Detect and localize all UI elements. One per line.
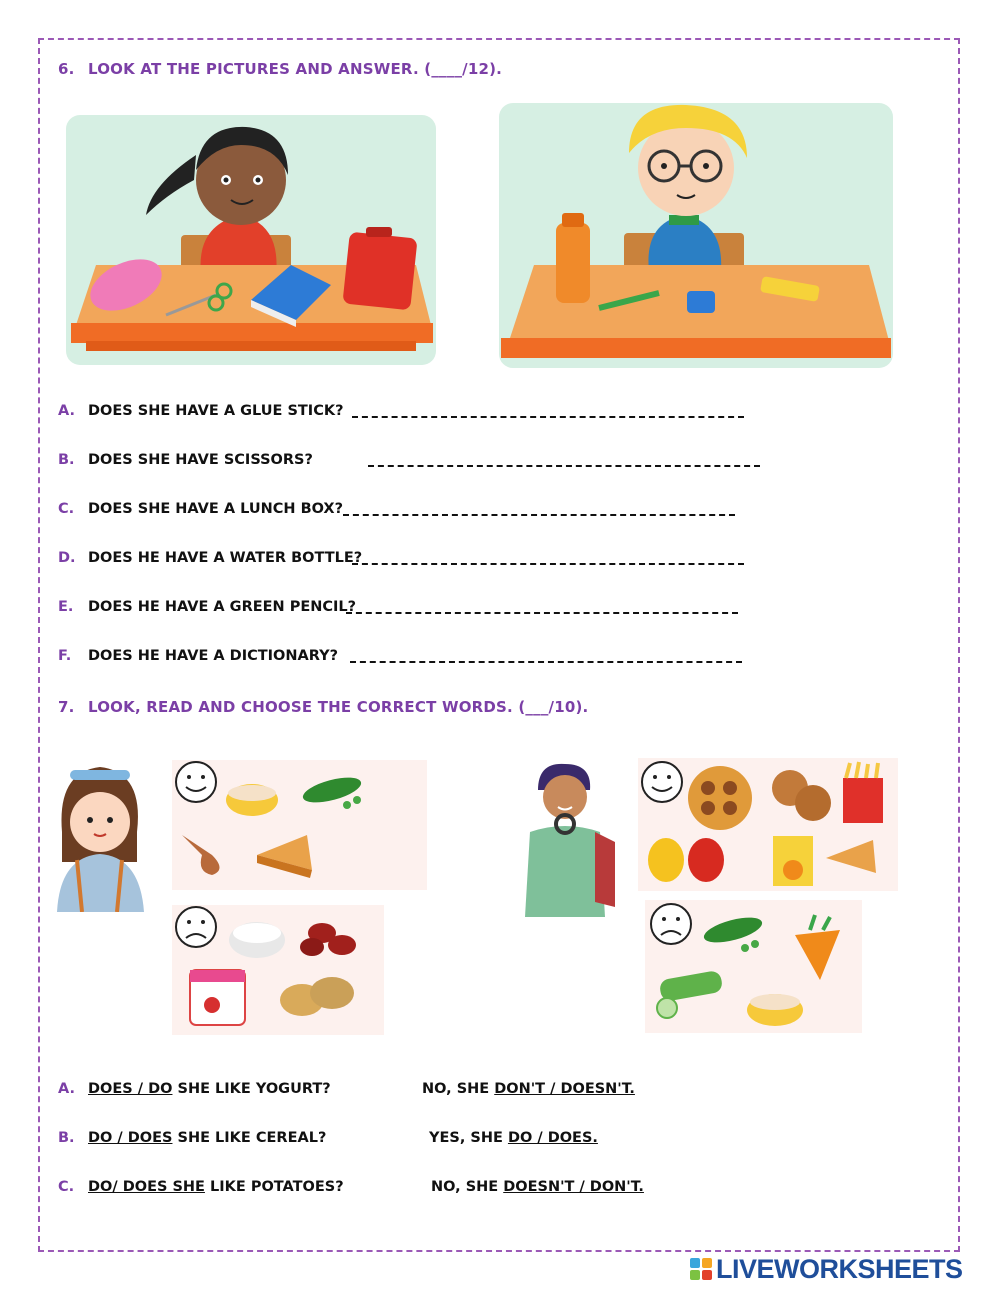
answer-blank-a[interactable] <box>352 416 744 418</box>
sad-face-icon <box>176 907 216 947</box>
question-text: DOES SHE HAVE A LUNCH BOX? <box>88 501 344 517</box>
sad-face-icon <box>651 904 691 944</box>
answer-blank-d[interactable] <box>352 563 744 565</box>
answer-blank-e[interactable] <box>346 612 738 614</box>
answer-blank-c[interactable] <box>343 514 735 516</box>
ex6-question-d <box>58 550 362 566</box>
question-text: DOES HE HAVE A GREEN PENCIL? <box>88 599 357 615</box>
logo-mark-icon <box>690 1258 712 1280</box>
answer-blank-b[interactable] <box>368 465 760 467</box>
answer-choice[interactable]: DOESN'T / DON'T. <box>503 1179 644 1195</box>
answer-choice[interactable]: DO / DOES. <box>507 1130 598 1146</box>
verb-choice[interactable]: DO / DOES <box>88 1130 173 1146</box>
question-text: SHE LIKE YOGURT? <box>172 1081 331 1097</box>
question-letter: C. <box>58 501 75 517</box>
smiley-face-icon <box>176 762 216 802</box>
question-text: DOES HE HAVE A DICTIONARY? <box>88 648 338 664</box>
question-letter: A. <box>58 1081 75 1097</box>
smiley-face-icon <box>642 762 682 802</box>
boy-likes-panel <box>638 758 898 891</box>
answer-blank-f[interactable] <box>350 661 742 663</box>
ex7-answer-a <box>422 1081 635 1097</box>
verb-choice[interactable]: DO/ DOES SHE <box>88 1179 205 1195</box>
question-text: DOES SHE HAVE A GLUE STICK? <box>88 403 344 419</box>
answer-choice[interactable]: DON'T / DOESN'T. <box>494 1081 635 1097</box>
logo-text: LIVEWORKSHEETS <box>716 1253 963 1284</box>
ex7-question-c <box>58 1179 344 1195</box>
question-letter: F. <box>58 648 72 664</box>
answer-prefix: YES, SHE <box>429 1130 508 1146</box>
boy-illustration <box>510 762 620 917</box>
question-letter: D. <box>58 550 76 566</box>
girl-desk-picture <box>66 115 436 365</box>
question-text: DOES SHE HAVE SCISSORS? <box>88 452 313 468</box>
boy-dislikes-panel <box>645 900 862 1033</box>
question-letter: C. <box>58 1179 75 1195</box>
exercise-6-number: 6. <box>58 60 75 78</box>
ex7-answer-c <box>431 1179 644 1195</box>
ex6-question-a <box>58 403 343 419</box>
ex7-answer-b <box>429 1130 598 1146</box>
girl-likes-panel <box>172 760 427 890</box>
ex7-question-b <box>58 1130 326 1146</box>
ex6-question-f <box>58 648 338 664</box>
ex7-question-a <box>58 1081 331 1097</box>
boy-desk-picture <box>499 103 893 368</box>
liveworksheets-logo <box>690 1254 963 1284</box>
question-text: SHE LIKE CEREAL? <box>172 1130 327 1146</box>
exercise-6-title: LOOK AT THE PICTURES AND ANSWER. (____/12). <box>88 60 503 78</box>
ex6-question-c <box>58 501 343 517</box>
girl-illustration <box>52 762 147 912</box>
exercise-7-number: 7. <box>58 698 75 716</box>
question-letter: A. <box>58 403 75 419</box>
question-letter: B. <box>58 452 75 468</box>
ex6-question-b <box>58 452 313 468</box>
answer-prefix: NO, SHE <box>431 1179 504 1195</box>
ex6-question-e <box>58 599 356 615</box>
exercise-7-heading <box>58 698 588 716</box>
question-text: LIKE POTATOES? <box>204 1179 344 1195</box>
answer-prefix: NO, SHE <box>422 1081 495 1097</box>
exercise-6-heading <box>58 60 502 78</box>
exercise-7-title: LOOK, READ AND CHOOSE THE CORRECT WORDS. (___/10). <box>88 698 589 716</box>
girl-dislikes-panel <box>172 905 384 1035</box>
question-letter: B. <box>58 1130 75 1146</box>
question-letter: E. <box>58 599 74 615</box>
verb-choice[interactable]: DOES / DO <box>88 1081 173 1097</box>
question-text: DOES HE HAVE A WATER BOTTLE? <box>88 550 363 566</box>
